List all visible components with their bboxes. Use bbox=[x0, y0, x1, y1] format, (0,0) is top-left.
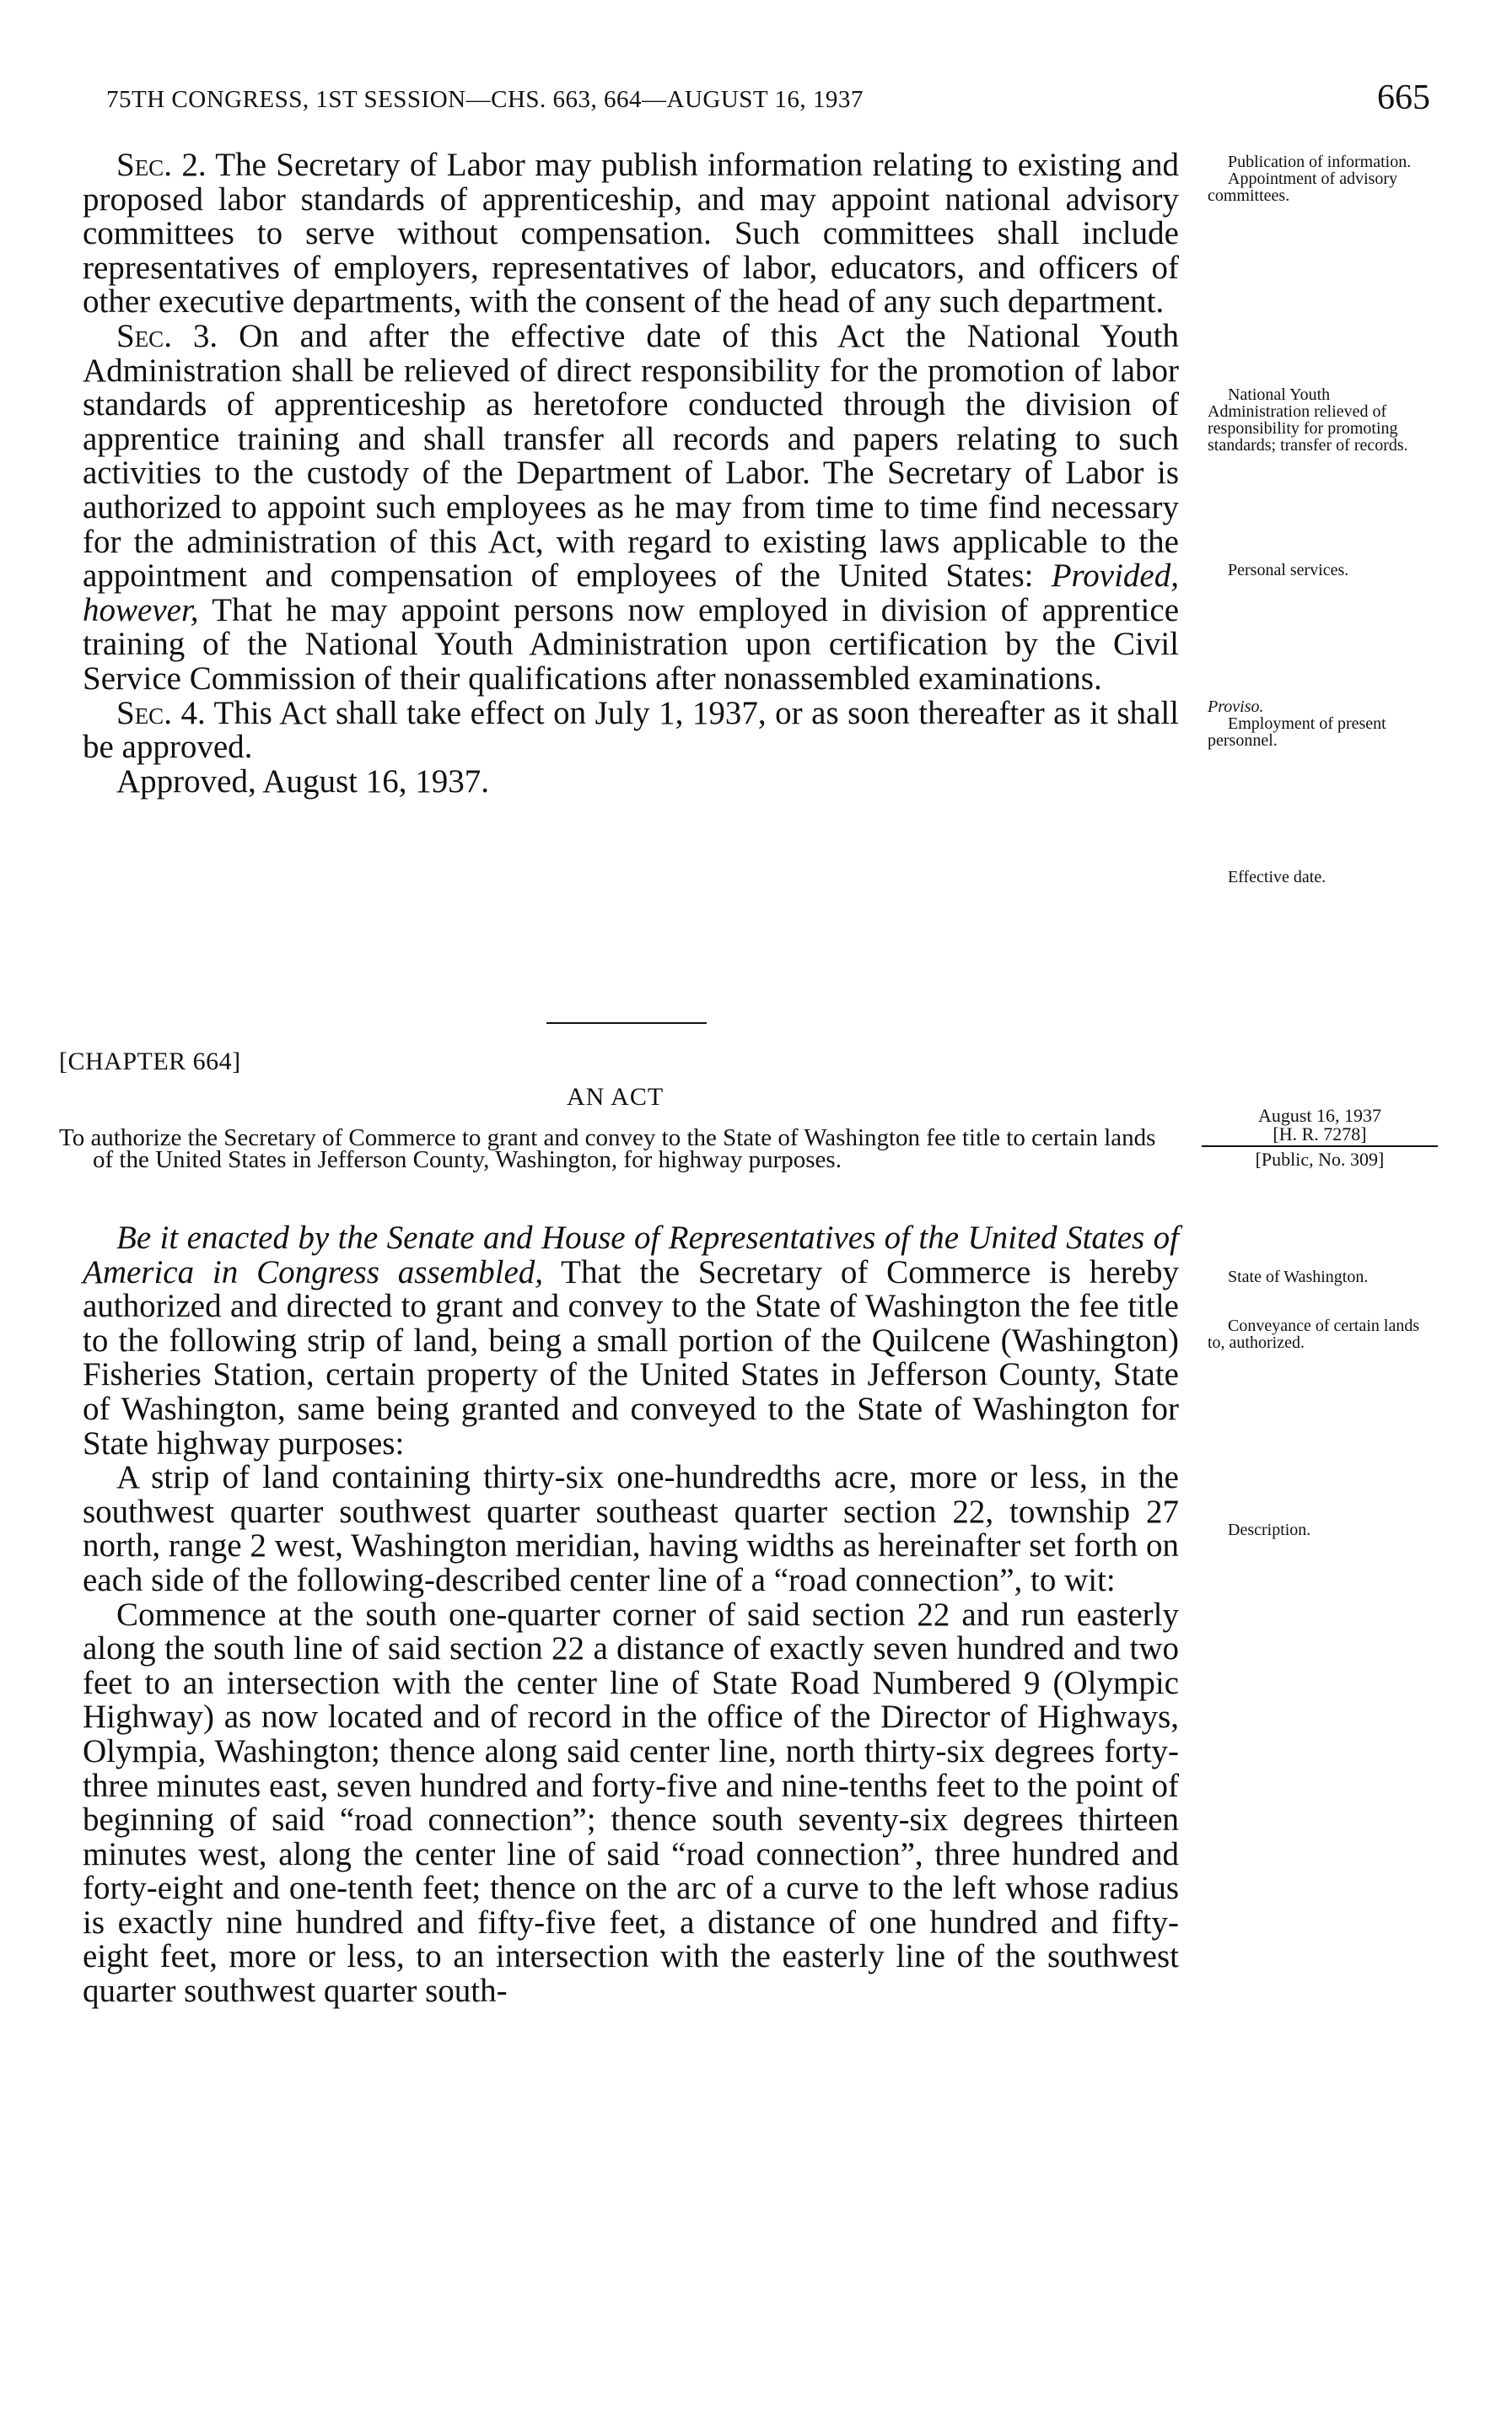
proviso-italic: Provided, however, bbox=[83, 557, 1179, 628]
margin-note-nya bbox=[1208, 386, 1435, 454]
margin-note-proviso bbox=[1208, 698, 1435, 749]
running-head-title: 75TH CONGRESS, 1ST SESSION—CHS. 663, 664—AUGUST 16, 1937 bbox=[106, 86, 864, 113]
section-2 bbox=[83, 148, 1179, 320]
margin-note-description bbox=[1208, 1522, 1435, 1538]
chapter-663-body bbox=[83, 148, 1179, 799]
section-2-label: Sec. 2. bbox=[116, 147, 207, 183]
margin-note-effective-date-text: Effective date. bbox=[1228, 868, 1326, 886]
margin-note-description-text: Description. bbox=[1228, 1521, 1311, 1539]
section-2-text: The Secretary of Labor may publish information relating to existing and proposed labor standards of apprenticeship, and may appoint national advisory committees to serve without compensation. Such committees shall include representatives of employers, representatives of labor, educators, and officers of other executive departments, with the consent of the head of any such department. bbox=[83, 147, 1179, 320]
strip-description: A strip of land containing thirty-six one-hundredths acre, more or less, in the southwest quarter southwest quarter southeast quarter section 22, township 27 north, range 2 west, Washington meridian, having widths as hereinafter set forth on each side of the following-described center line of a “road connection”, to wit: bbox=[83, 1459, 1179, 1598]
margin-note-personal-services-text: Personal services. bbox=[1228, 561, 1349, 579]
section-4-label: Sec. 4. bbox=[116, 694, 206, 731]
margin-note-conveyance bbox=[1208, 1317, 1435, 1351]
enacting-clause-text: That the Secretary of Commerce is hereby authorized and directed to grant and convey to the State of Washington the fee title to the following strip of land, being a small portion of the Quilcene (Washington) Fisheries Station, certain property of the United States in Jefferson County, State of Washington, same being granted and conveyed to the State of Washington for State highway purposes: bbox=[83, 1253, 1180, 1462]
margin-note-effective-date bbox=[1208, 869, 1435, 886]
an-act-heading: AN ACT bbox=[567, 1083, 665, 1111]
section-3-text: On and after the effective date of this Act the National Youth Administration shall be relieved of direct responsibility for the promotion of labor standards of apprenticeship as heretofore conducted through the division of apprentice training and shall transfer all records and papers relating to such activities to the custody of the Department of Labor. The Secretary of Labor is authorized to appoint such employees as he may from time to time find necessary for the administration of this Act, with regard to existing laws applicable to the appointment and compensation of employees of the United States: bbox=[83, 317, 1179, 595]
section-4-text: This Act shall take effect on July 1, 1937, or as soon thereafter as it shall be approved. bbox=[83, 694, 1179, 766]
act-public-number: [Public, No. 309] bbox=[1255, 1149, 1385, 1170]
chapter-divider-rule bbox=[546, 1022, 707, 1024]
chapter-664-label: [CHAPTER 664] bbox=[59, 1048, 241, 1075]
margin-note-personal-services bbox=[1208, 562, 1435, 579]
section-3-label: Sec. 3. bbox=[116, 317, 218, 354]
act-purpose-text: To authorize the Secretary of Commerce to grant and convey to the State of Washington fee title to certain lands of the United States in Jefferson County, Washington, for highway purposes. bbox=[59, 1124, 1156, 1173]
commence-description: Commence at the south one-quarter corner of said section 22 and run easterly along the south line of said section 22 a distance of exactly seven hundred and two feet to an intersection with the center line of State Road Numbered 9 (Olympic Highway) as now located and of record in the office of the Director of Highways, Olympia, Washington; thence along said center line, north thirty-six degrees forty-three minutes east, seven hundred and forty-five and nine-tenths feet to the point of beginning of said “road connection”; thence south seventy-six degrees thirteen minutes west, along the center line of said “road connection”, three hundred and forty-eight and one-tenth feet; thence on the arc of a curve to the left whose radius is exactly nine hundred and fifty-five feet, a distance of one hundred and fifty-eight feet, more or less, to an intersection with the easterly line of the southwest quarter southwest quarter south- bbox=[83, 1596, 1179, 2010]
approved-line: Approved, August 16, 1937. bbox=[116, 762, 489, 800]
margin-note-publication-text: Publication of information. bbox=[1228, 153, 1412, 171]
margin-note-advisory-text: Appointment of advisory committees. bbox=[1208, 170, 1398, 205]
margin-note-nya-text: National Youth Administration relieved of responsibility for promoting standards; transfer of records. bbox=[1208, 385, 1408, 455]
margin-note-conveyance-text: Conveyance of certain lands to, authorized. bbox=[1208, 1317, 1420, 1352]
chapter-664-body bbox=[83, 1221, 1179, 2009]
margin-note-state bbox=[1208, 1268, 1435, 1285]
section-4 bbox=[83, 694, 1179, 766]
act-reference bbox=[1202, 1107, 1438, 1169]
running-head bbox=[106, 78, 1430, 128]
enacting-clause-italic: Be it enacted by the Senate and House of Representatives of the United States of America in Congress assembled, bbox=[83, 1220, 1179, 1290]
page-number: 665 bbox=[1377, 78, 1430, 117]
margin-note-proviso-label: Proviso. bbox=[1208, 698, 1264, 716]
act-date: August 16, 1937 bbox=[1257, 1105, 1382, 1126]
section-3 bbox=[83, 317, 1180, 697]
margin-note-state-text: State of Washington. bbox=[1228, 1268, 1369, 1286]
margin-note-publication bbox=[1208, 154, 1435, 204]
act-bill-number: [H. R. 7278] bbox=[1202, 1125, 1438, 1147]
margin-note-proviso-text: Employment of present personnel. bbox=[1208, 714, 1386, 750]
act-purpose bbox=[59, 1124, 1181, 1173]
section-3-proviso-text: That he may appoint persons now employed in division of apprentice training of the National Youth Administration upon certification by the Civil Service Commission of their qualifications after nonassembled examinations. bbox=[83, 591, 1180, 697]
enacting-clause bbox=[83, 1221, 1179, 1461]
